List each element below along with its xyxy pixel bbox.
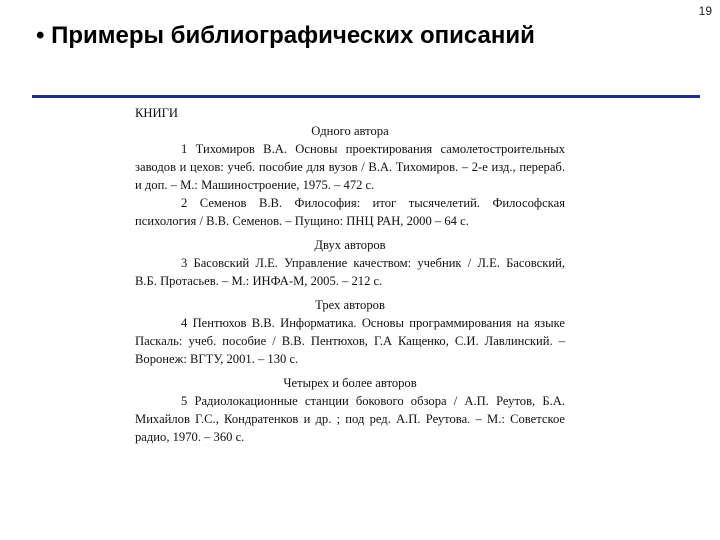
title-divider [32, 95, 700, 98]
category-four-plus-authors: Четырех и более авторов [283, 376, 417, 390]
bibliography-document [135, 104, 565, 446]
bibliography-entry-4: 4 Пентюхов В.В. Информатика. Основы программирования на языке Паскаль: учеб. пособие / В.В. Пентюхов, Г.А Кащенко, С.И. Лавлинский. – Воронеж: ВГТУ, 2001. – 130 с. [135, 316, 565, 366]
section-heading-books: КНИГИ [135, 106, 178, 120]
slide-title: • Примеры библиографических описаний [36, 22, 535, 49]
bibliography-entry-5: 5 Радиолокационные станции бокового обзора / А.П. Реутов, Б.А. Михайлов Г.С., Кондратенков и др. ; под ред. А.П. Реутова. – М.: Советское радио, 1970. – 360 с. [135, 394, 565, 444]
category-two-authors: Двух авторов [314, 238, 386, 252]
bibliography-entry-3: 3 Басовский Л.Е. Управление качеством: учебник / Л.Е. Басовский, В.Б. Протасьев. – М.: ИНФА-М, 2005. – 212 с. [135, 256, 565, 288]
page-number: 19 [698, 4, 712, 18]
bibliography-entry-1: 1 Тихомиров В.А. Основы проектирования самолетостроительных заводов и цехов: учеб. пособие для вузов / В.А. Тихомиров. – 2-е изд., перераб. и доп. – М.: Машиностроение, 1975. – 472 с. [135, 142, 565, 192]
category-one-author: Одного автора [311, 124, 389, 138]
bibliography-entry-2: 2 Семенов В.В. Философия: итог тысячелетий. Философская психология / В.В. Семенов. – Пущино: ПНЦ РАН, 2000 – 64 с. [135, 196, 565, 228]
category-three-authors: Трех авторов [315, 298, 385, 312]
